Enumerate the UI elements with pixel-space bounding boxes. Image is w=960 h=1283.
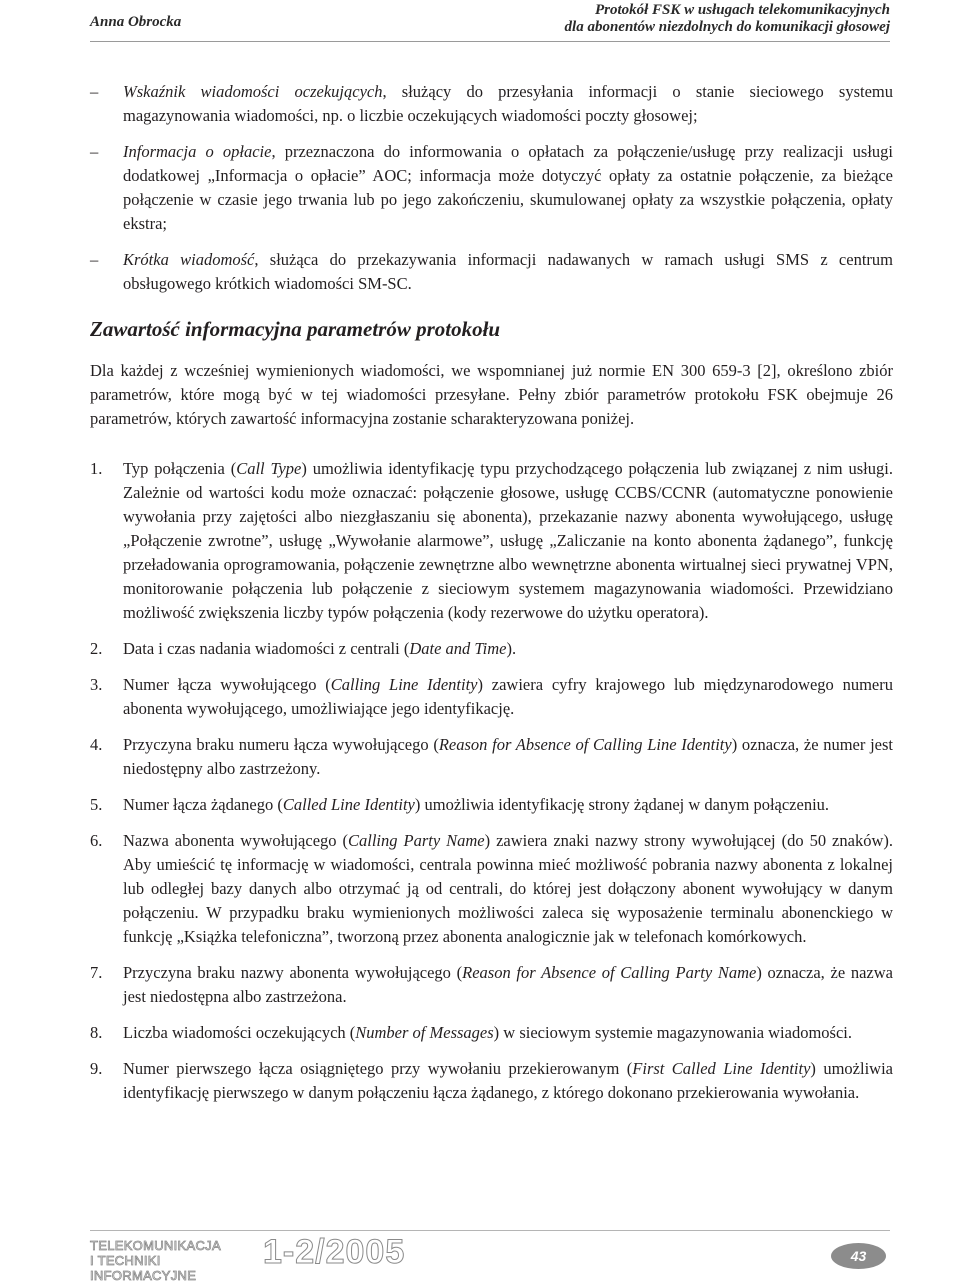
section-paragraph: Dla każdej z wcześniej wymienionych wiadomości, we wspomnianej już normie EN 300 659-3 [2], określono zbiór parametrów, które mogą być w tej wiadomości przesyłane. Pełny zbiór parametrów protokołu FSK obejmuje 26 parametrów, których zawartość informacyjna zostanie scharakteryzowana poniżej. bbox=[90, 361, 893, 428]
list-item-text-after: ) oznacza, że numer jest niedostępny albo zastrzeżony. bbox=[123, 735, 894, 778]
magazine-name bbox=[90, 1238, 260, 1283]
list-item-term: Reason for Absence of Calling Party Name bbox=[462, 963, 757, 982]
section-heading: Zawartość informacyjna parametrów protokołu bbox=[90, 317, 501, 341]
list-item-number: 6. bbox=[90, 831, 103, 850]
list-item bbox=[90, 793, 893, 817]
list-item-text-before: Numer łącza żądanego ( bbox=[123, 795, 283, 814]
issue-number: 1-2/2005 bbox=[263, 1233, 406, 1271]
list-item bbox=[90, 829, 893, 949]
dash-bullet: – bbox=[90, 142, 99, 161]
list-item bbox=[90, 457, 893, 625]
list-item-text-after: ). bbox=[506, 639, 517, 658]
list-item-text: , służąca do przekazywania informacji nadawanych w ramach usługi SMS z centrum obsługowego krótkich wiadomości SM-SC. bbox=[123, 250, 893, 293]
running-header-author: Anna Obrocka bbox=[90, 14, 182, 30]
list-item-text-after: ) umożliwia identyfikację strony żądanej w danym połączeniu. bbox=[414, 795, 830, 814]
list-item-term: Reason for Absence of Calling Line Identity bbox=[438, 735, 732, 754]
list-item-term: Date and Time bbox=[409, 639, 507, 658]
list-item-text-before: Przyczyna braku numeru łącza wywołującego ( bbox=[123, 735, 439, 754]
list-item-term: Called Line Identity bbox=[282, 795, 415, 814]
list-item-text-before: Numer łącza wywołującego ( bbox=[123, 675, 331, 694]
list-item-term: Number of Messages bbox=[355, 1023, 494, 1042]
page-number-badge bbox=[831, 1243, 886, 1269]
list-item-number: 3. bbox=[90, 675, 103, 694]
running-header-title-line2: dla abonentów niezdolnych do komunikacji głosowej bbox=[564, 19, 890, 35]
magazine-name-line2: I TECHNIKI INFORMACYJNE bbox=[90, 1253, 197, 1283]
list-item bbox=[90, 1057, 893, 1105]
list-item bbox=[90, 248, 893, 296]
list-item-text: , przeznaczona do informowania o opłatach za połączenie/usługę przy realizacji usługi dodatkowej „Informacja o opłacie” AOC; informacja może dotyczyć opłaty za ostatnie połączenie, za bieżące połączenie w czasie jego trwania lub po jego zakończeniu, skumulowanej opłaty za wszystkie połączenia, opłaty ekstra; bbox=[123, 142, 894, 233]
list-item-text-after: ) w sieciowym systemie magazynowania wiadomości. bbox=[493, 1023, 852, 1042]
list-item-term: Informacja o opłacie bbox=[123, 142, 272, 161]
footer-divider bbox=[90, 1230, 890, 1231]
list-item-number: 9. bbox=[90, 1059, 103, 1078]
list-item-text: , służący do przesyłania informacji o stanie sieciowego systemu magazynowania wiadomości, np. o liczbie oczekujących wiadomości poczty głosowej; bbox=[123, 82, 893, 125]
magazine-name-line1: TELEKOMUNIKACJA bbox=[90, 1238, 221, 1253]
list-item bbox=[90, 961, 893, 1009]
list-item-text-before: Typ połączenia ( bbox=[123, 459, 237, 478]
list-item-term: First Called Line Identity bbox=[632, 1059, 811, 1078]
list-item-text-before: Liczba wiadomości oczekujących ( bbox=[123, 1023, 356, 1042]
dash-bullet: – bbox=[90, 250, 99, 269]
dash-list bbox=[90, 80, 893, 296]
list-item-number: 5. bbox=[90, 795, 103, 814]
list-item-text-after: ) umożliwia identyfikację pierwszego w danym połączeniu łącza żądanego, z którego dokonano przekierowania wywołania. bbox=[123, 1059, 893, 1102]
list-item-number: 4. bbox=[90, 735, 103, 754]
list-item-text-before: Przyczyna braku nazwy abonenta wywołującego ( bbox=[123, 963, 463, 982]
running-header-title-line1: Protokół FSK w usługach telekomunikacyjnych bbox=[594, 2, 890, 18]
list-item bbox=[90, 140, 893, 236]
list-item-text-before: Nazwa abonenta wywołującego ( bbox=[123, 831, 348, 850]
list-item bbox=[90, 1021, 893, 1045]
list-item-term: Calling Line Identity bbox=[330, 675, 478, 694]
list-item-number: 8. bbox=[90, 1023, 103, 1042]
numbered-list bbox=[90, 457, 893, 1105]
list-item bbox=[90, 80, 893, 128]
list-item-number: 1. bbox=[90, 459, 103, 478]
dash-bullet: – bbox=[90, 82, 99, 101]
list-item-text-after: ) zawiera cyfry krajowego lub międzynarodowego numeru abonenta wywołującego, umożliwiające jego identyfikację. bbox=[123, 675, 893, 718]
list-item-number: 2. bbox=[90, 639, 103, 658]
list-item-text-before: Numer pierwszego łącza osiągniętego przy wywołaniu przekierowanym ( bbox=[123, 1059, 633, 1078]
list-item bbox=[90, 673, 893, 721]
article-body bbox=[90, 80, 893, 1117]
list-item-text-after: ) oznacza, że nazwa jest niedostępna albo zastrzeżona. bbox=[123, 963, 893, 1006]
list-item-term: Wskaźnik wiadomości oczekujących bbox=[123, 82, 383, 101]
list-item-term: Call Type bbox=[236, 459, 302, 478]
list-item-term: Krótka wiadomość bbox=[123, 250, 255, 269]
list-item bbox=[90, 637, 893, 661]
list-item-text-before: Data i czas nadania wiadomości z centrali ( bbox=[123, 639, 410, 658]
list-item-term: Calling Party Name bbox=[348, 831, 485, 850]
running-header-title bbox=[490, 2, 890, 36]
list-item-text-after: ) zawiera znaki nazwy strony wywołującej (do 50 znaków). Aby umieścić tę informację w wiadomości, centrala powinna mieć możliwość pobrania nazwy abonenta z lokalnej lub odległej bazy danych albo otrzymać ją od centrali, do której jest dołączony abonent wywołujący w danym połączeniu. W przypadku braku wymienionych możliwości zaleca się wyposażenie terminalu abonenckiego w funkcję „Książka telefoniczna”, tworzoną przez abonenta analogicznie jak w telefonach komórkowych. bbox=[123, 831, 893, 946]
header-divider bbox=[90, 41, 890, 42]
list-item bbox=[90, 733, 893, 781]
list-item-number: 7. bbox=[90, 963, 103, 982]
page-number: 43 bbox=[850, 1248, 867, 1264]
list-item-text-after: ) umożliwia identyfikację typu przychodzącego połączenia lub związanej z nim usługi. Zależnie od wartości kodu może oznaczać: połączenie głosowe, usługę CCBS/CCNR (automatyczne ponowienie wywołania przy zajętości albo niezgłaszaniu się abonenta), przekazanie nazwy abonenta wywołującego, usługę „Połączenie zwrotne”, usługę „Wywołanie alarmowe”, usługę „Zaliczanie na konto abonenta żądanego”, funkcję przeładowania oprogramowania, połączenie zewnętrzne albo wewnętrzne abonenta wirtualnej sieci prywatnej VPN, monitorowanie połączenia lub połączenie z sieciowym systemem magazynowania wiadomości. Przewidziano możliwość zwiększenia liczby typów połączenia (kody rezerwowe do użytku operatora). bbox=[123, 459, 893, 622]
